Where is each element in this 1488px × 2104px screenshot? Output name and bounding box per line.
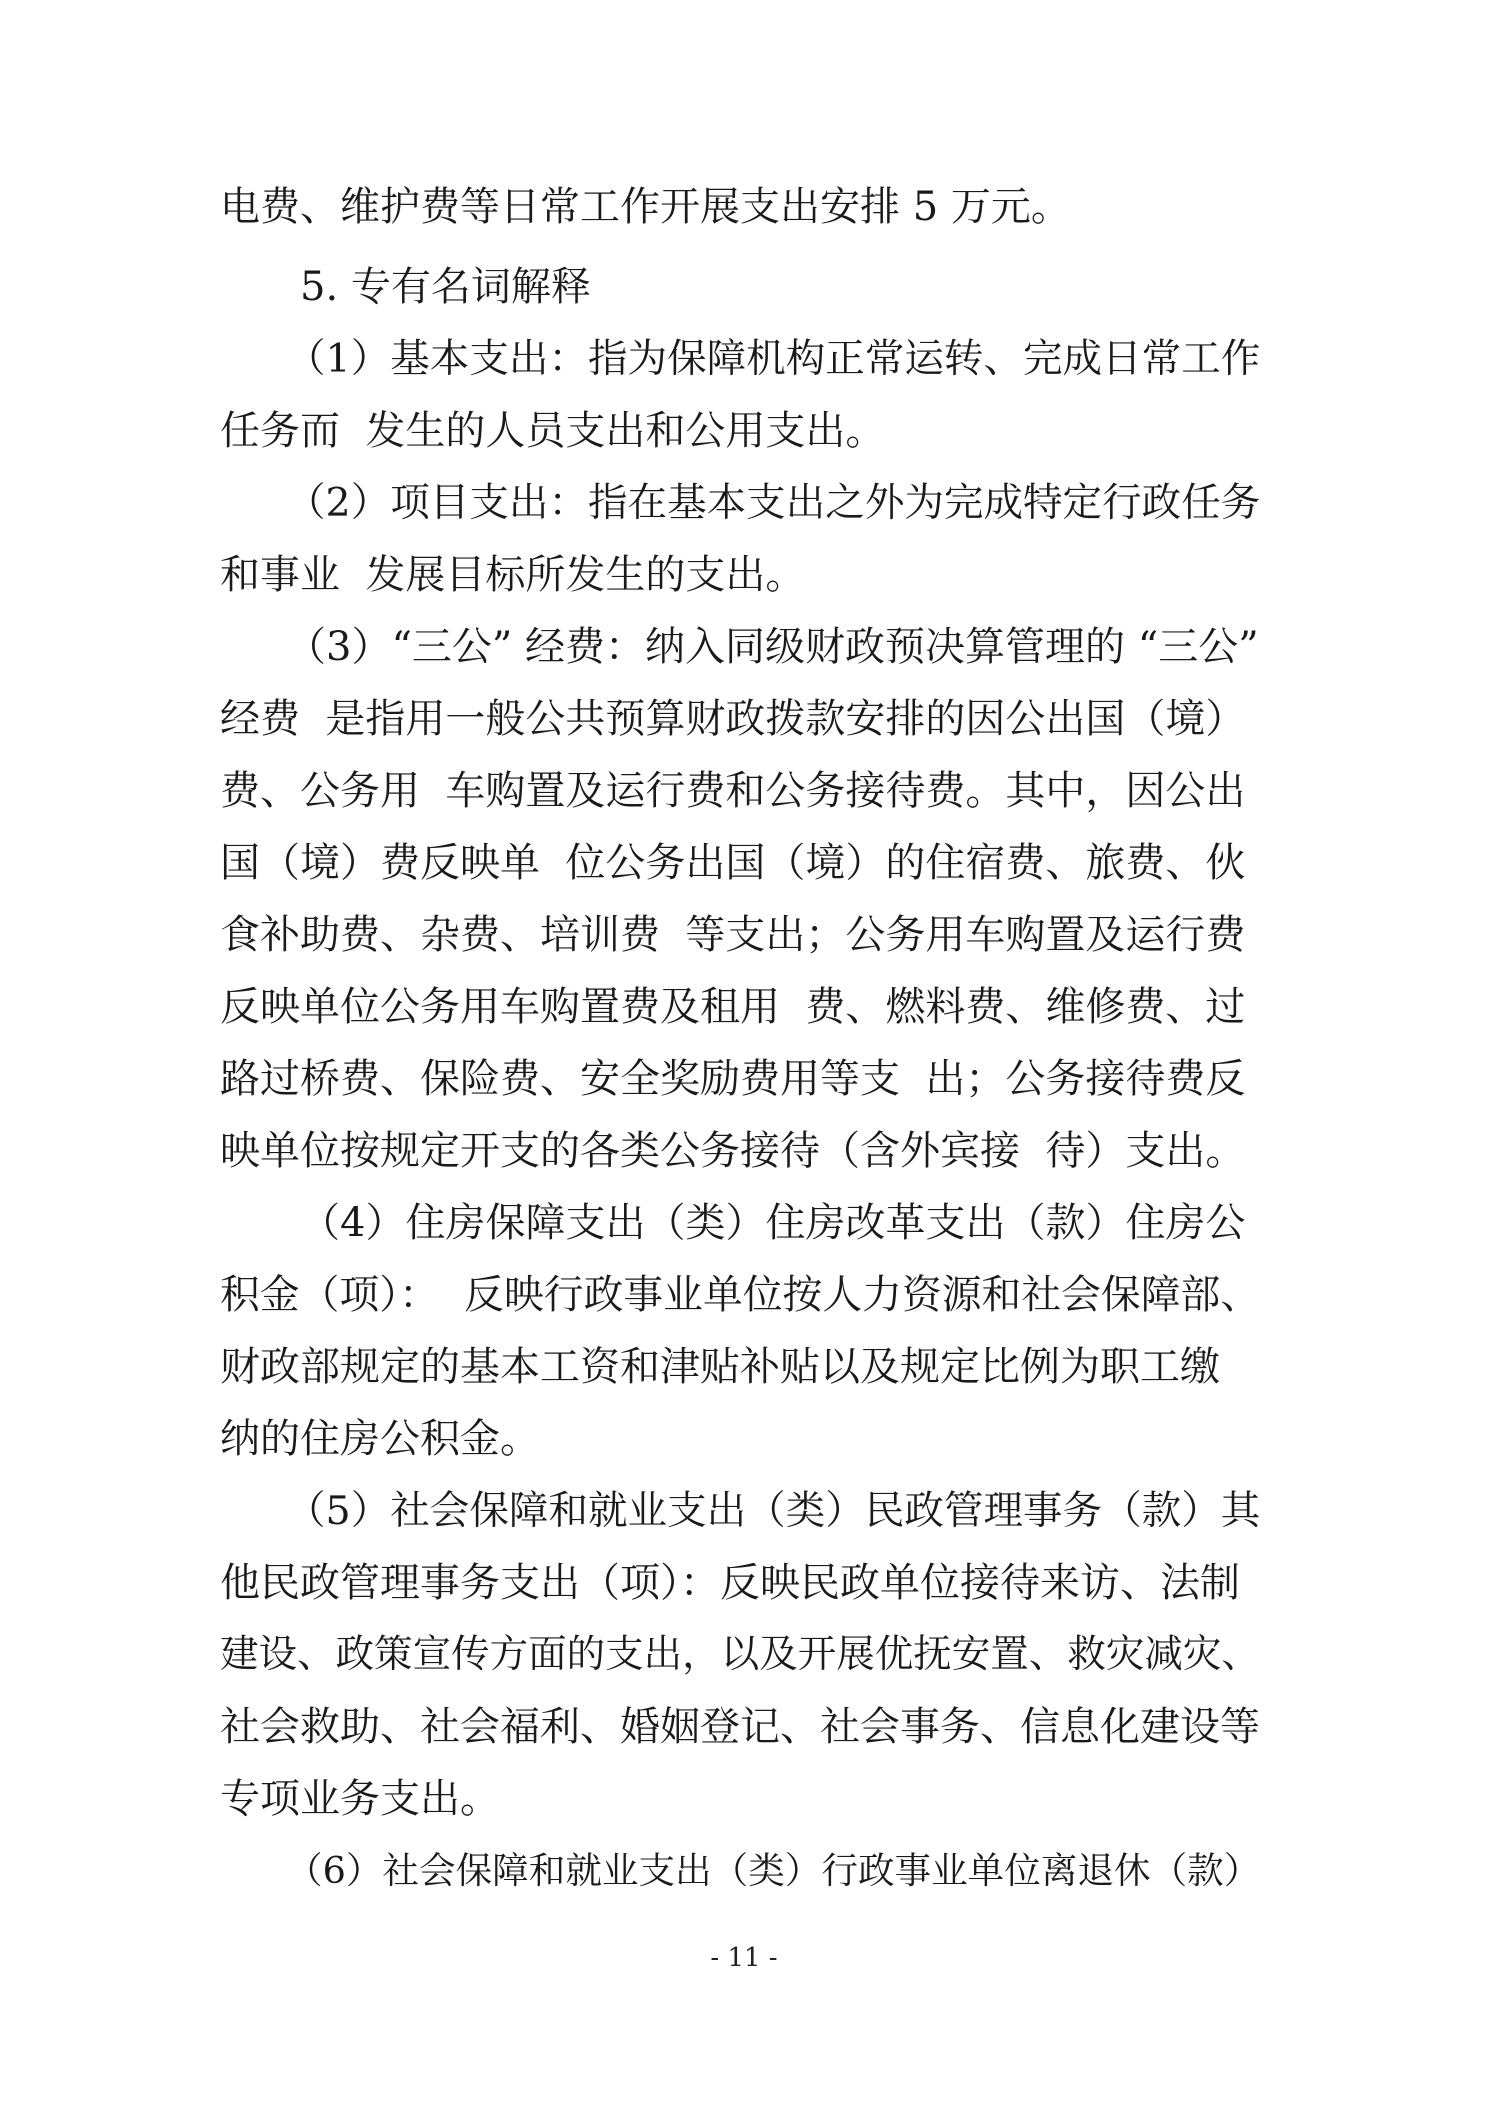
text-line: 路过桥费、保险费、安全奖励费用等支 出；公务接待费反 bbox=[220, 1056, 1246, 1102]
text-line: 任务而 发生的人员支出和公用支出。 bbox=[220, 408, 886, 454]
text-line: 反映单位公务用车购置费及租用 费、燃料费、维修费、过 bbox=[220, 984, 1246, 1030]
text-line: （3）“三公” 经费：纳入同级财政预决算管理的 “三公” bbox=[286, 624, 1259, 670]
text-line: （5）社会保障和就业支出（类）民政管理事务（款）其 bbox=[286, 1488, 1261, 1534]
text-line: 映单位按规定开支的各类公务接待（含外宾接 待）支出。 bbox=[220, 1128, 1246, 1174]
text-line: （4）住房保障支出（类）住房改革支出（款）住房公 bbox=[300, 1200, 1246, 1246]
text-line: （2）项目支出：指在基本支出之外为完成特定行政任务 bbox=[286, 480, 1261, 526]
text-line: 建设、政策宣传方面的支出，以及开展优抚安置、救灾减灾、 bbox=[220, 1632, 1260, 1677]
text-line: 和事业 发展目标所发生的支出。 bbox=[220, 552, 806, 598]
text-line: 国（境）费反映单 位公务出国（境）的住宿费、旅费、伙 bbox=[220, 840, 1246, 886]
text-line: 他民政管理事务支出（项）：反映民政单位接待来访、法制 bbox=[220, 1560, 1240, 1606]
page-number: - 11 - bbox=[710, 1943, 778, 1973]
text-line: 经费 是指用一般公共预算财政拨款安排的因公出国（境） bbox=[220, 696, 1246, 742]
text-line: （1）基本支出：指为保障机构正常运转、完成日常工作 bbox=[286, 336, 1261, 382]
text-line: 食补助费、杂费、培训费 等支出；公务用车购置及运行费 bbox=[220, 912, 1246, 958]
text-line: 费、公务用 车购置及运行费和公务接待费。其中，因公出 bbox=[220, 768, 1246, 814]
text-line: 电费、维护费等日常工作开展支出安排 5 万元。 bbox=[220, 184, 1071, 230]
section-heading: 5. 专有名词解释 bbox=[300, 264, 591, 310]
text-line: 社会救助、社会福利、婚姻登记、社会事务、信息化建设等 bbox=[220, 1704, 1260, 1750]
text-line: 财政部规定的基本工资和津贴补贴以及规定比例为职工缴 bbox=[220, 1344, 1220, 1390]
text-line: （6）社会保障和就业支出（类）行政事业单位离退休（款） bbox=[286, 1849, 1261, 1892]
text-line: 纳的住房公积金。 bbox=[220, 1416, 540, 1462]
text-line: 积金（项）： 反映行政事业单位按人力资源和社会保障部、 bbox=[220, 1272, 1261, 1318]
text-line: 专项业务支出。 bbox=[220, 1776, 500, 1822]
